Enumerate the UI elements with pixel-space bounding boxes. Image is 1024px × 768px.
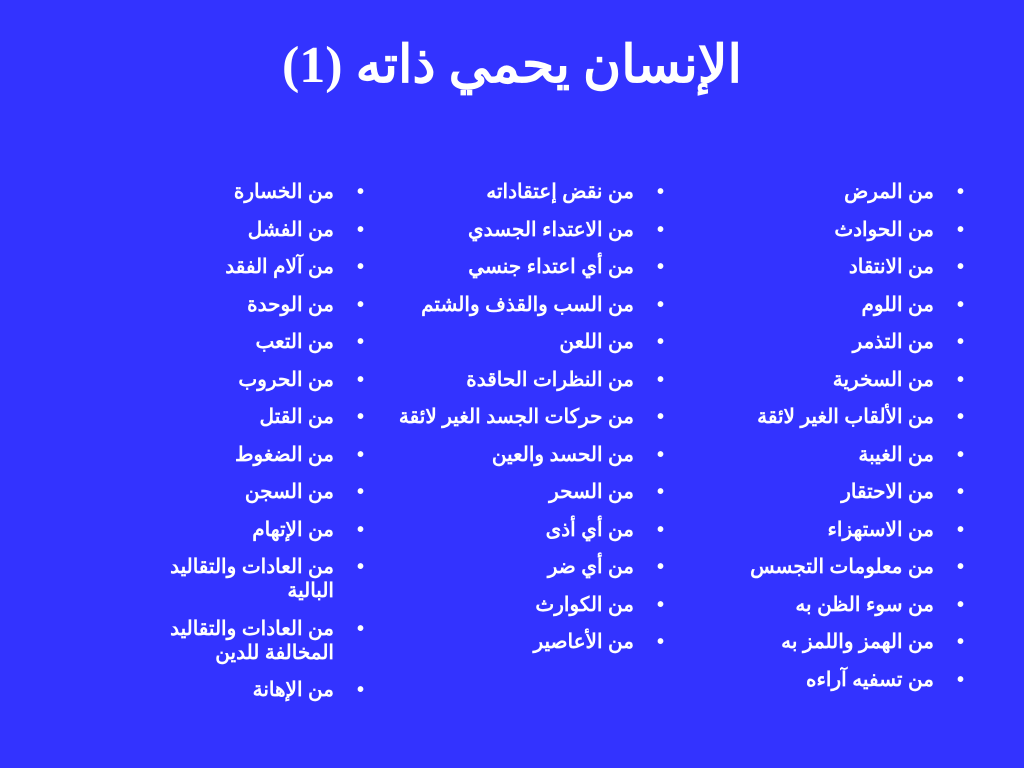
list-item: • من الفشل: [129, 218, 364, 242]
list-item: • من اللوم: [644, 293, 964, 317]
list-item: • من النظرات الحاقدة: [374, 368, 664, 392]
list-item: • من القتل: [129, 405, 364, 429]
list-item: • من العادات والتقاليد المخالفة للدين: [129, 617, 364, 665]
list-item: • من الخسارة: [129, 180, 364, 204]
list-item: • من المرض: [644, 180, 964, 204]
list-item: • من أي اعتداء جنسي: [374, 255, 664, 279]
list-item: • من الأعاصير: [374, 630, 664, 654]
list-item: • من العادات والتقاليد البالية: [129, 555, 364, 603]
list-item: • من الاعتداء الجسدي: [374, 218, 664, 242]
list-item: • من حركات الجسد الغير لائقة: [374, 405, 664, 429]
list-item: • من السب والقذف والشتم: [374, 293, 664, 317]
list-item: • من التذمر: [644, 330, 964, 354]
list-item: • من التعب: [129, 330, 364, 354]
list-item: • من الانتقاد: [644, 255, 964, 279]
list-item: • من الوحدة: [129, 293, 364, 317]
list-item: • من الإتهام: [129, 518, 364, 542]
list-item: • من آلام الفقد: [129, 255, 364, 279]
list-item: • من الهمز واللمز به: [644, 630, 964, 654]
list-item: • من اللعن: [374, 330, 664, 354]
list-item: • من نقض إعتقاداته: [374, 180, 664, 204]
list-item: • من سوء الظن به: [644, 593, 964, 617]
list-item: • من الكوارث: [374, 593, 664, 617]
bullet-list-middle: [374, 180, 664, 668]
bullet-list-left: [129, 180, 364, 716]
list-item: • من السجن: [129, 480, 364, 504]
list-item: • من الإهانة: [129, 678, 364, 702]
list-item: • من الاستهزاء: [644, 518, 964, 542]
list-item: • من أي ضر: [374, 555, 664, 579]
list-item: • من السحر: [374, 480, 664, 504]
list-item: • من معلومات التجسس: [644, 555, 964, 579]
list-item: • من الضغوط: [129, 443, 364, 467]
list-item: • من الحروب: [129, 368, 364, 392]
list-item: • من الاحتقار: [644, 480, 964, 504]
list-item: • من أي أذى: [374, 518, 664, 542]
list-item: • من الألقاب الغير لائقة: [644, 405, 964, 429]
list-item: • من السخرية: [644, 368, 964, 392]
list-item: • من تسفيه آراءه: [644, 668, 964, 692]
bullet-list-right: [644, 180, 964, 705]
slide-title: الإنسان يحمي ذاته (1): [281, 37, 743, 94]
list-item: • من الحسد والعين: [374, 443, 664, 467]
list-item: • من الحوادث: [644, 218, 964, 242]
list-item: • من الغيبة: [644, 443, 964, 467]
